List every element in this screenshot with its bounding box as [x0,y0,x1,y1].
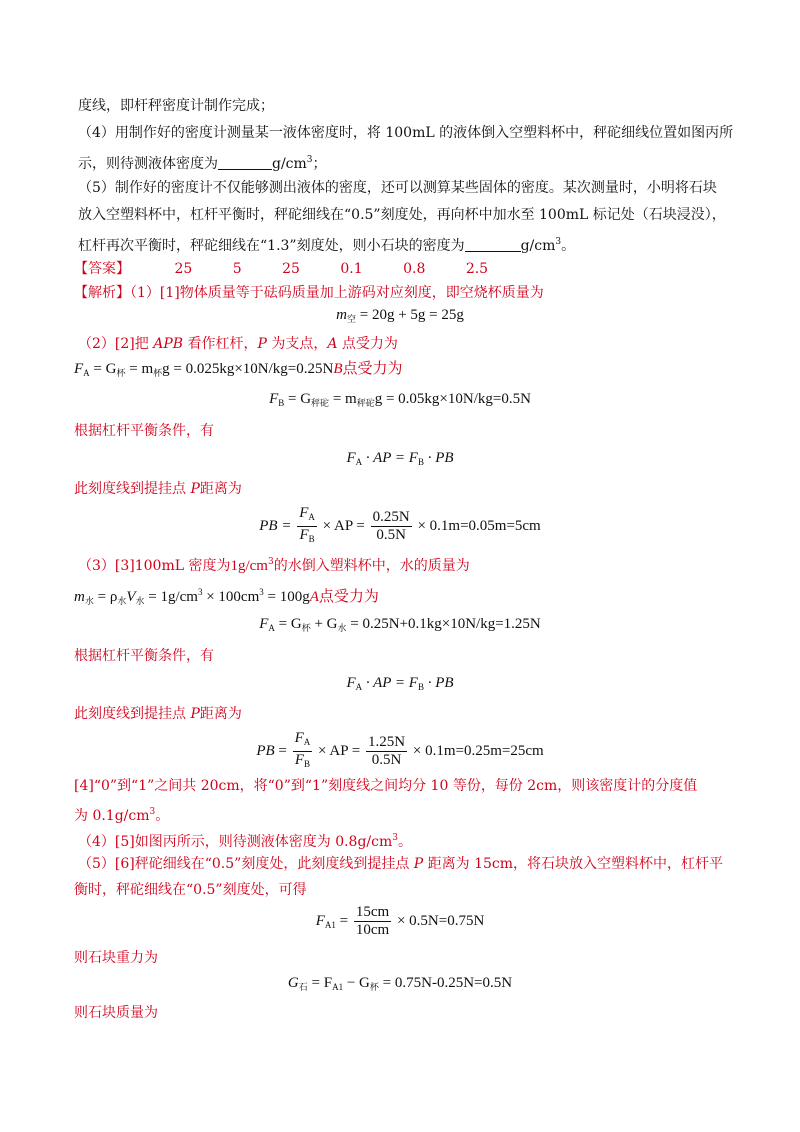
analysis-label: 【解析】 [74,285,130,301]
eq-text: − G [343,975,370,991]
text: 点受力为 [342,361,403,377]
analysis-line-3: 根据杠杆平衡条件，有 [74,423,214,439]
eq-symbol: F [74,361,84,377]
question-5-line-b: 放入空塑料杯中，杠杆平衡时，秤砣细线在“0.5”刻度处，再向杯中加水至 100mL 标记处（石块浸没）， [78,207,726,223]
text: P [413,856,424,872]
fraction: $\frac{15cm}{10cm}$ [355,904,390,939]
eq-subscript: B [417,682,424,692]
eq-symbol: F [299,505,309,521]
text: A [327,336,338,352]
analysis-line-8: [4]“0”到“1”之间共 20cm，将“0”到“1”刻度线之间均分 10 等份，每份 2cm，则该密度计的分度值 [74,778,698,794]
question-5-text: 杠杆再次平衡时，秤砣细线在“1.3”刻度处，则小石块的密度为 [78,238,465,254]
eq-symbol: F [346,450,356,466]
eq-text: PB = [259,517,296,534]
unit: g/cm [520,238,556,254]
eq-text: × 100cm [202,589,260,605]
exponent: 3 [555,237,562,247]
eq-text: × 0.1m=0.25m=25cm [412,742,544,759]
eq-text: = 0.25N+0.1kg×10N/kg=1.25N [346,616,541,632]
question-5-line-a: （5）制作好的密度计不仅能够测出液体的密度，还可以测算某些固体的密度。某次测量时，小明将石块 [78,180,717,196]
eq-symbol: F [294,752,305,768]
unit: g/cm [272,156,307,172]
eq-text: = m [329,391,357,407]
text: （3）[3]100mL 密度为 [78,558,231,574]
answer-label: 【答案】 [74,261,130,277]
eq-symbol: m [336,307,347,323]
eq-text: · PB [423,450,454,466]
eq-text: · AP = F [362,675,418,691]
eq-subscript: A [303,737,311,747]
eq-subscript: 杯 [153,368,163,378]
eq-text: g = 0.025kg×10N/kg=0.25N [162,361,334,377]
punctuation: ； [312,156,327,172]
eq-text: × 0.5N=0.75N [396,913,485,929]
analysis-line-10 [78,828,412,852]
eq-text: = [335,913,352,929]
analysis-line-7 [74,704,242,724]
text: 此刻度线到提挂点 [74,481,191,497]
text: 。 [397,834,412,850]
text: （2）[2]把 [78,336,154,352]
eq-subscript: 水 [84,596,94,606]
eq-text: + G [310,616,338,632]
eq-subscript: 水 [117,596,127,606]
answer-value-3: 25 [282,261,300,277]
text: 1g/cm [230,558,268,574]
text: APB [153,336,184,352]
analysis-line-9 [74,802,169,826]
question-5-line-c [78,232,575,256]
exponent: 3 [149,807,156,817]
eq-subscript: A [308,512,315,522]
eq-text: = 0.75N-0.25N=0.5N [378,975,513,991]
eq-symbol: G [287,975,299,991]
text: 点受力为 [318,589,379,605]
eq-text: = G [274,616,302,632]
exponent: 3 [392,833,398,843]
equation-1 [0,305,800,329]
question-4-line-b [78,150,327,174]
analysis-line-13: 则石块重力为 [74,950,158,966]
text: P [257,336,267,352]
eq-symbol: F [346,675,356,691]
eq-text: = G [89,361,117,377]
equation-8 [0,673,800,697]
eq-text: = 1g/cm [144,589,198,605]
analysis-line-12: 衡时，秤砣细线在“0.5”刻度处，可得 [74,882,307,898]
eq-text: = ρ [93,589,118,605]
equation-9 [0,730,800,773]
eq-text: = G [284,391,312,407]
eq-text: = m [125,361,154,377]
text: 为 0.1g/cm [74,808,150,824]
analysis-line-14: 则石块质量为 [74,1005,158,1021]
exponent: 3 [197,587,203,597]
eq-subscript: A [83,368,90,378]
eq-subscript: A1 [332,982,344,992]
text: 此刻度线到提挂点 [74,706,191,722]
fraction [293,730,313,773]
fraction: $\frac{1.25N}{0.5N}$ [368,734,406,768]
exponent: 3 [267,557,274,567]
eq-text: = [274,742,291,759]
equation-6 [74,582,379,611]
text: 为支点， [266,336,328,352]
eq-subscript: 杯 [369,982,379,992]
fraction [297,505,317,548]
analysis-line-5 [78,552,470,576]
answer-blank-5 [465,237,521,252]
text: （4）[5]如图丙所示，则待测液体密度为 0.8g/cm [78,834,393,850]
answer-line [74,259,488,279]
exponent: 3 [259,587,264,597]
eq-text: × AP = [318,742,365,759]
text: 距离为 15cm，将石块放入空塑料杯中，杠杆平 [423,856,724,872]
eq-subscript: 空 [346,314,356,324]
eq-subscript: 杯 [116,368,126,378]
eq-subscript: A1 [324,920,336,930]
text: 。 [155,808,170,824]
text: 距离为 [199,706,242,722]
eq-symbol: F [299,527,309,543]
equation-11 [0,973,800,997]
text: A [309,589,319,605]
text: 看作杠杆， [183,336,258,352]
eq-text: g = 0.05kg×10N/kg=0.5N [374,391,531,407]
answer-value-4: 0.1 [340,261,363,277]
text: 点受力为 [337,336,398,352]
analysis-line-4 [74,479,242,499]
text: P [190,706,200,722]
eq-subscript: 秤砣 [356,398,375,408]
eq-symbol: F [259,616,269,632]
analysis-line-1 [74,283,544,303]
equation-4 [0,448,800,472]
eq-subscript: B [278,398,285,408]
equation-2 [74,359,403,383]
eq-text: · PB [423,675,454,691]
analysis-line-2 [78,334,398,354]
punctuation: 。 [561,238,576,254]
answer-value-5: 0.8 [403,261,426,277]
eq-text: = F [307,975,333,991]
eq-text: × 0.1m=0.05m=5cm [417,517,541,534]
eq-symbol: m [74,589,85,605]
eq-text: = 100g [263,589,310,605]
eq-subscript: A [268,623,275,633]
eq-subscript: B [417,457,424,467]
eq-symbol: F [294,730,304,746]
eq-subscript: B [304,759,311,769]
fraction: $\frac{0.25N}{0.5N}$ [372,509,410,543]
text: B [333,361,343,377]
analysis-line-6: 根据杠杆平衡条件，有 [74,648,214,664]
question-line-1: 度线，即杆秤密度计制作完成； [78,98,274,114]
answer-value-2: 5 [232,261,242,277]
equation-5 [0,505,800,548]
eq-symbol: F [269,391,279,407]
eq-subscript: 杯 [301,623,311,633]
eq-text: · AP = F [362,450,418,466]
text: 距离为 [199,481,242,497]
eq-subscript: B [308,534,315,544]
analysis-text-1: （1）[1]物体质量等于砝码质量加上游码对应刻度，即空烧杯质量为 [130,285,544,301]
eq-subscript: 秤砣 [311,398,330,408]
answer-value-1: 25 [174,261,193,277]
equation-7 [0,614,800,638]
eq-symbol: PB [256,742,275,759]
eq-subscript: 石 [298,982,308,992]
text: 的水倒入塑料杯中，水的质量为 [273,558,470,574]
eq-subscript: 水 [135,596,145,606]
eq-subscript: 水 [337,623,347,633]
eq-text: = 20g + 5g = 25g [355,307,464,323]
question-4-text: 示，则待测液体密度为 [78,156,218,172]
analysis-line-11 [78,854,723,874]
answer-blank-4 [218,155,272,170]
eq-subscript: A [355,682,363,692]
eq-text: × AP = [322,517,369,534]
eq-symbol: F [315,913,325,929]
text: P [190,481,200,497]
exponent: 3 [306,155,313,165]
eq-subscript: A [355,457,363,467]
equation-10 [0,903,800,943]
text: （5）[6]秤砣细线在“0.5”刻度处，此刻度线到提挂点 [78,856,414,872]
answer-value-6: 2.5 [465,261,489,277]
eq-symbol: V [126,589,136,605]
question-4-line-a: （4）用制作好的密度计测量某一液体密度时，将 100mL 的液体倒入空塑料杯中，秤砣细线位置如图丙所 [78,125,734,141]
equation-3 [0,389,800,413]
